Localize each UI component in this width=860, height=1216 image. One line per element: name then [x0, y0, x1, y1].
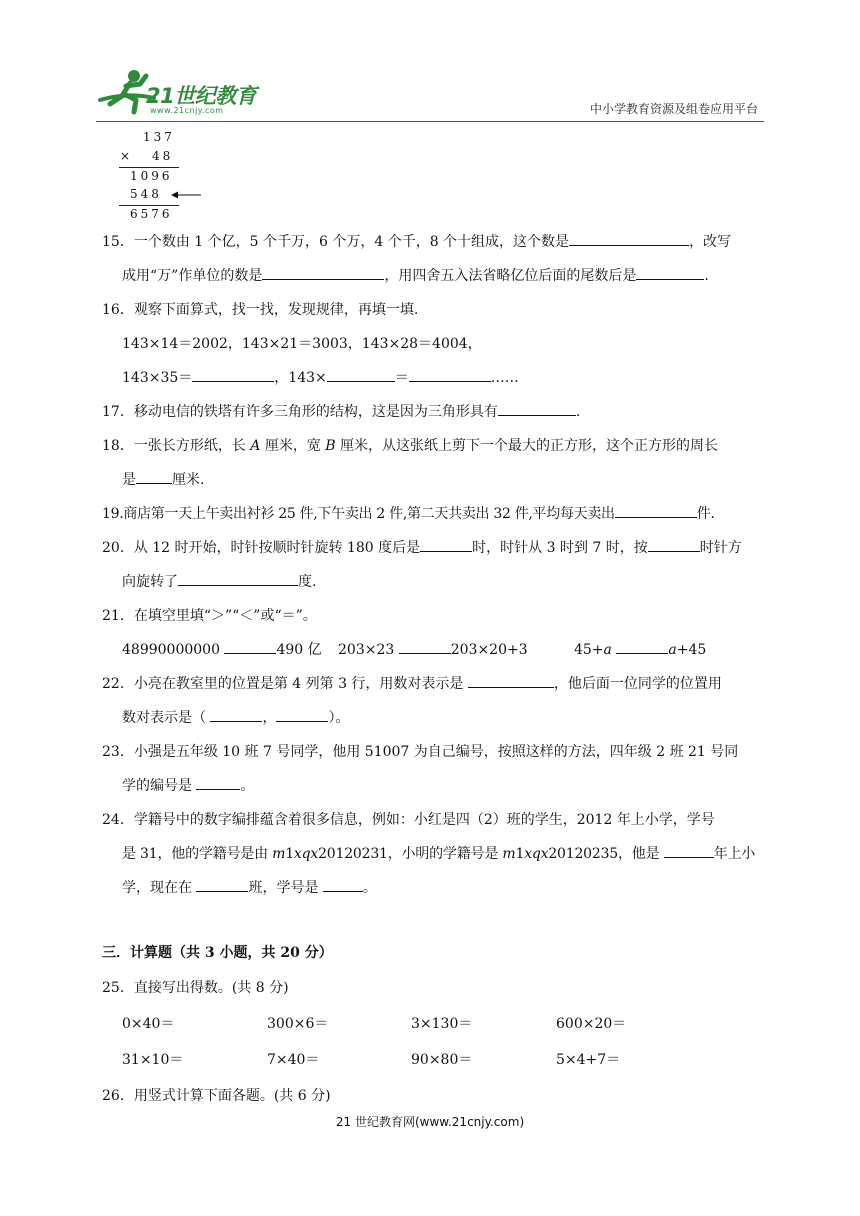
question-22-line-2: 数对表示是（ ， ）。	[122, 707, 349, 727]
calc-row-1: 137	[143, 130, 175, 144]
answer-blank[interactable]	[262, 265, 384, 280]
logo-url: www.21cnjy.com	[150, 106, 224, 115]
question-20: 20．从 12 时开始，时针按顺时针旋转 180 度后是 时，时针从 3 时到 7 时，按 时针方	[102, 537, 742, 557]
calc-line-2	[119, 205, 179, 206]
answer-blank[interactable]	[224, 639, 276, 654]
calc-item: 7×40＝	[267, 1052, 320, 1068]
calc-item: 3×130＝	[411, 1016, 473, 1032]
question-23: 23．小强是五年级 10 班 7 号同学，他用 51007 为自己编号，按照这样的方法，四年级 2 班 21 号同	[102, 744, 739, 760]
question-16: 16．观察下面算式，找一找，发现规律，再填一填.	[102, 302, 419, 318]
answer-blank[interactable]	[196, 877, 248, 892]
section-3-title: 三．计算题（共 3 小题，共 20 分）	[102, 945, 333, 961]
question-24-line-3: 学，现在在 班，学号是 。	[122, 877, 377, 897]
answer-blank[interactable]	[196, 775, 240, 790]
question-23-line-2: 学的编号是 。	[122, 775, 254, 795]
answer-blank[interactable]	[192, 367, 274, 382]
answer-blank[interactable]	[636, 265, 704, 280]
answer-blank[interactable]	[498, 401, 576, 416]
question-21: 21．在填空里填“＞”“＜”或“＝”。	[102, 608, 317, 624]
answer-blank[interactable]	[136, 469, 172, 484]
answer-blank[interactable]	[616, 639, 668, 654]
calc-item: 5×4+7＝	[556, 1052, 621, 1068]
answer-blank[interactable]	[664, 843, 714, 858]
header-divider	[96, 121, 764, 122]
answer-blank[interactable]	[615, 503, 697, 518]
logo-text: 21世纪教育	[146, 84, 257, 108]
question-15: 15．一个数由 1 个亿，5 个千万，6 个万，4 个千，8 个十组成，这个数是 ，改写	[102, 231, 731, 251]
question-21-item-3: 45+a a+45	[574, 639, 706, 658]
calc-item: 0×40＝	[122, 1016, 175, 1032]
answer-blank[interactable]	[276, 707, 328, 722]
answer-blank[interactable]	[178, 571, 298, 586]
calc-row-5: 6576	[130, 207, 173, 221]
question-26: 26．用竖式计算下面各题。(共 6 分)	[102, 1088, 331, 1104]
question-15-line-2: 成用“万”作单位的数是 ，用四舍五入法省略亿位后面的尾数后是 .	[122, 265, 709, 285]
answer-blank[interactable]	[648, 537, 700, 552]
calc-item: 31×10＝	[122, 1052, 184, 1068]
answer-blank[interactable]	[468, 673, 554, 688]
page-footer: 21 世纪教育网(www.21cnjy.com)	[335, 1115, 525, 1129]
question-22: 22．小亮在教室里的位置是第 4 列第 3 行，用数对表示是 ，他后面一位同学的位置用	[102, 673, 722, 693]
calc-operator: ×	[120, 149, 134, 163]
question-16-examples: 143×14＝2002，143×21＝3003，143×28＝4004，	[122, 336, 482, 352]
calc-item: 600×20＝	[556, 1016, 627, 1032]
question-20-line-2: 向旋转了 度.	[122, 571, 316, 591]
platform-title: 中小学教育资源及组卷应用平台	[589, 102, 758, 116]
calc-row-4: 548	[130, 187, 162, 201]
question-16-fill: 143×35＝ ，143× ＝ ……	[122, 367, 519, 387]
calc-row-3: 1096	[130, 169, 173, 183]
question-18-line-2: 是 厘米.	[122, 469, 204, 489]
calc-item: 90×80＝	[411, 1052, 473, 1068]
question-24: 24．学籍号中的数字编排蕴含着很多信息，例如：小红是四（2）班的学生，2012 年上小学，学号	[102, 812, 715, 828]
answer-blank[interactable]	[210, 707, 262, 722]
answer-blank[interactable]	[399, 639, 451, 654]
arrow-left-icon	[170, 190, 202, 200]
question-25: 25．直接写出得数。(共 8 分)	[102, 980, 289, 996]
question-21-item-1: 48990000000 490 亿	[122, 639, 322, 659]
answer-blank[interactable]	[420, 537, 472, 552]
question-21-item-2: 203×23 203×20+3	[338, 639, 528, 658]
question-19: 19.商店第一天上午卖出衬衫 25 件,下午卖出 2 件,第二天共卖出 32 件,平均每天卖出 件.	[102, 503, 715, 523]
answer-blank[interactable]	[323, 877, 363, 892]
answer-blank[interactable]	[409, 367, 491, 382]
question-18: 18．一张长方形纸，长 A 厘米，宽 B 厘米，从这张纸上剪下一个最大的正方形，这个正方形的周长	[102, 438, 719, 454]
question-17: 17．移动电信的铁塔有许多三角形的结构，这是因为三角形具有 .	[102, 401, 580, 421]
question-24-line-2: 是 31，他的学籍号是由 m1xqx20120231，小明的学籍号是 m1xqx20120235，他是 年上小	[122, 843, 755, 863]
answer-blank[interactable]	[327, 367, 395, 382]
calc-line-1	[119, 167, 179, 168]
answer-blank[interactable]	[569, 231, 689, 246]
calc-item: 300×6＝	[267, 1016, 329, 1032]
calc-row-2: 48	[152, 149, 174, 163]
